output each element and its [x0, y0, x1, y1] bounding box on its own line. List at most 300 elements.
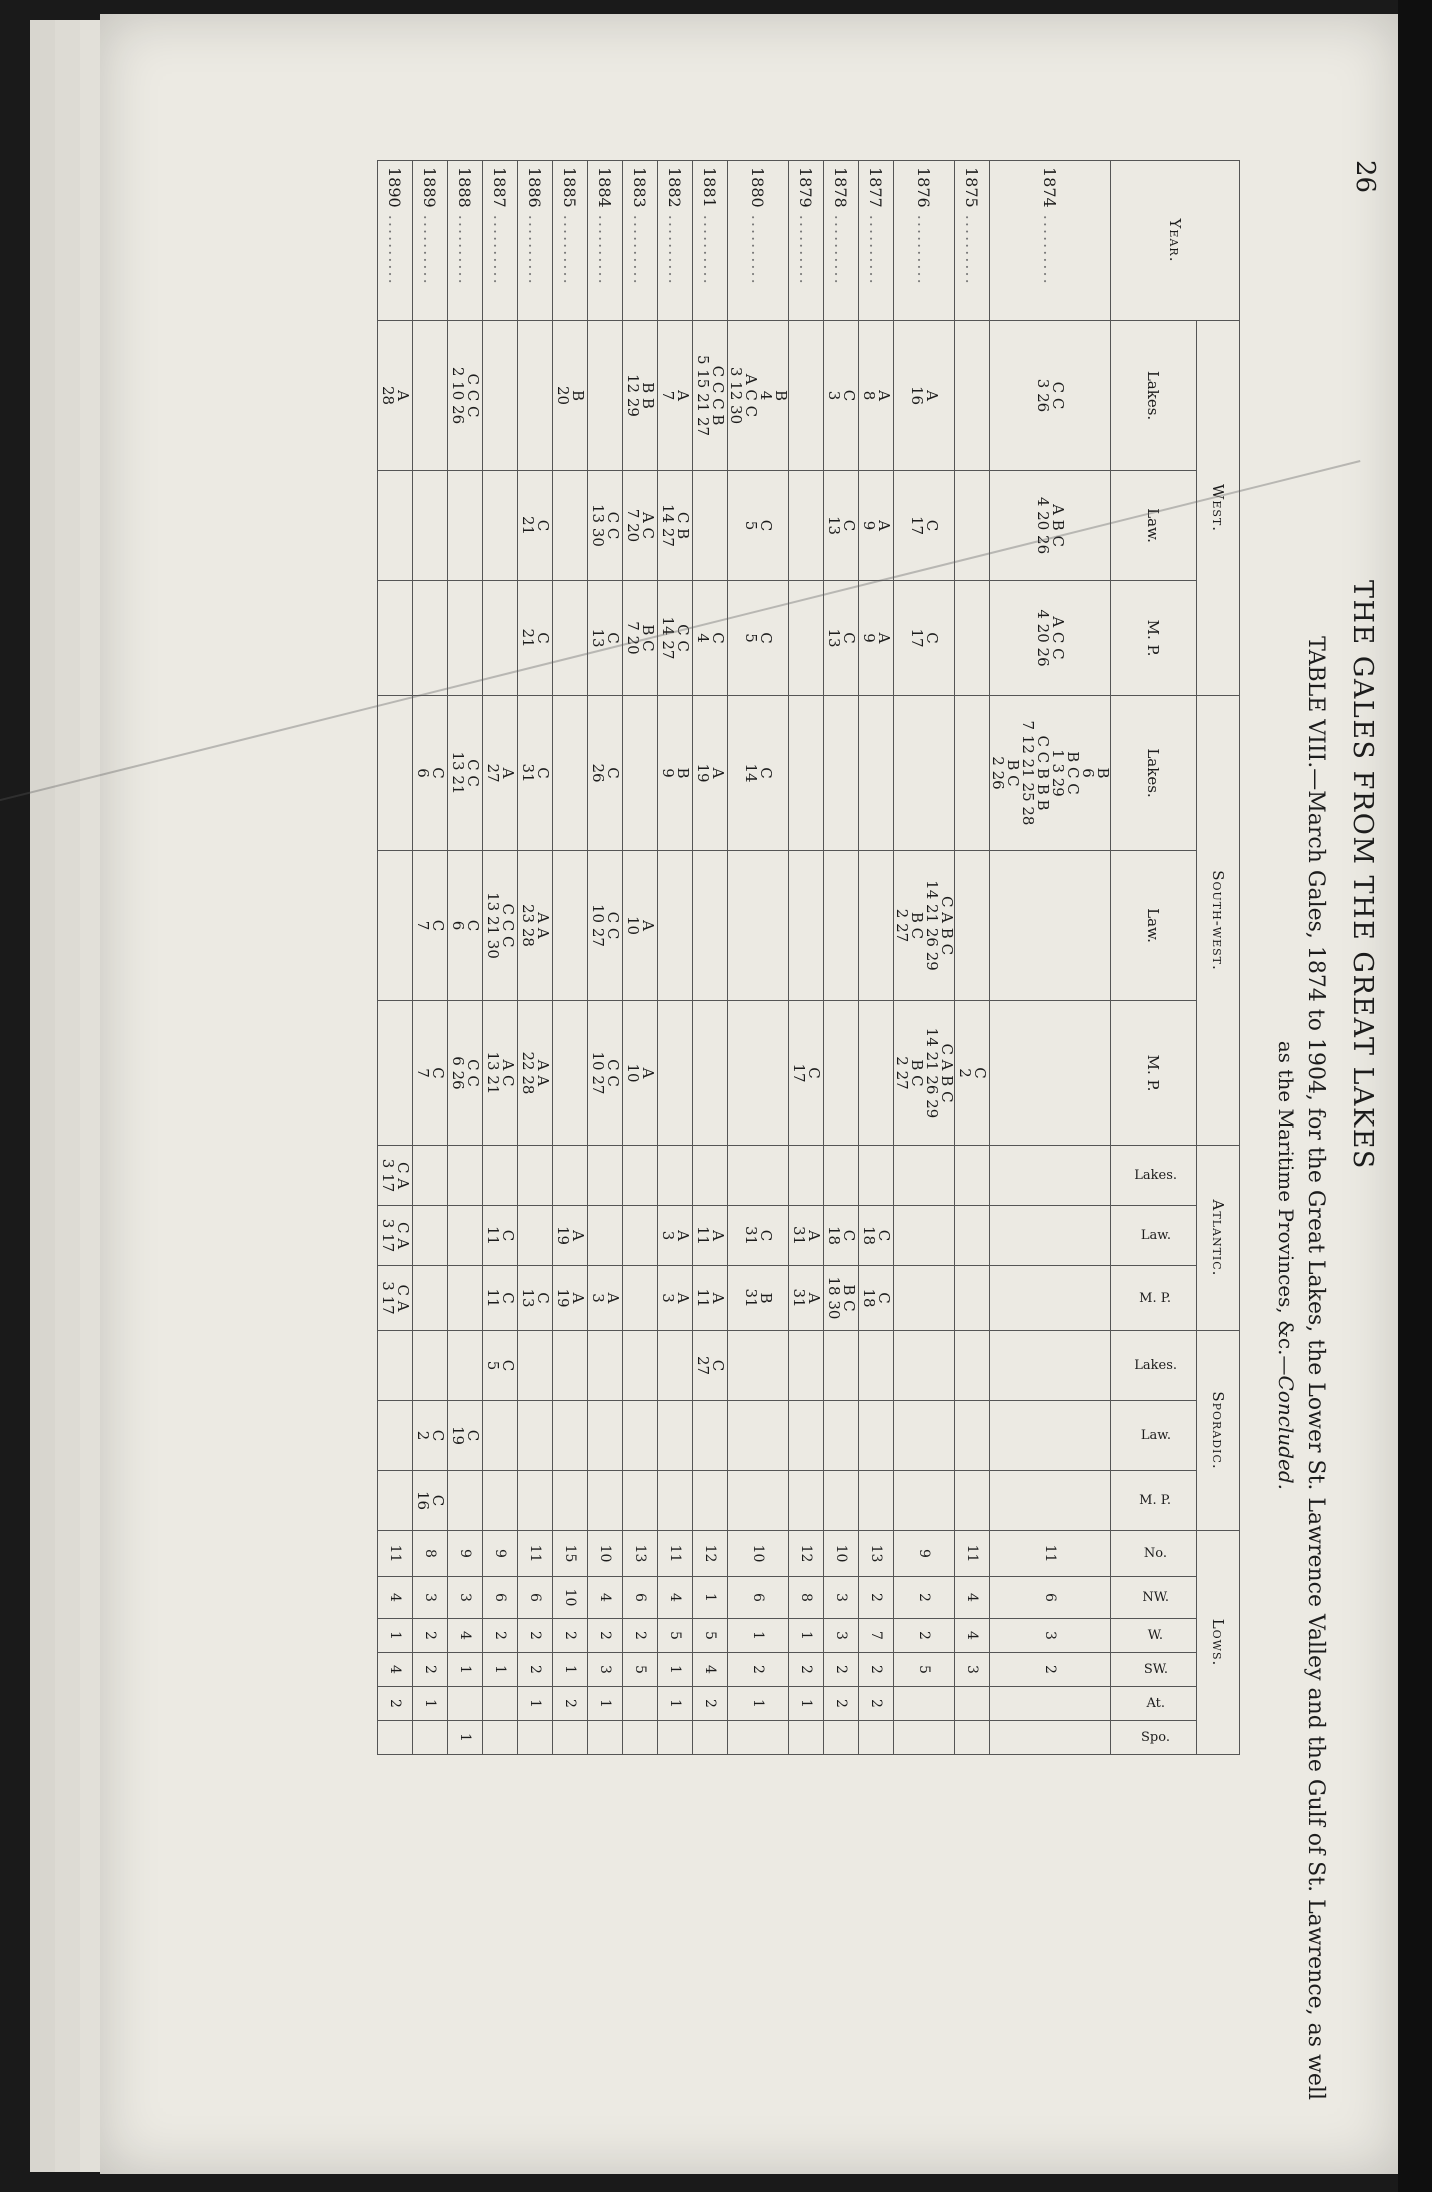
spo-cell	[658, 1721, 693, 1755]
at-mp-header: M. P.	[1111, 1266, 1197, 1331]
at-law-cell	[413, 1206, 448, 1266]
w-lakes-cell	[413, 321, 448, 471]
at-law-cell	[990, 1206, 1111, 1266]
leader-dots: ..........	[748, 207, 768, 286]
at-mp-cell	[448, 1266, 483, 1331]
at-law-cell	[448, 1206, 483, 1266]
leader-dots: ..........	[525, 207, 545, 286]
year-cell	[955, 161, 990, 321]
spo-cell	[693, 1721, 728, 1755]
sp-law-cell	[728, 1401, 789, 1471]
leader-dots: ..........	[420, 207, 440, 286]
lows-w-header: W.	[1111, 1619, 1197, 1653]
sp-mp-cell	[955, 1471, 990, 1531]
sw-mp-cell: A C 13 21	[483, 1001, 518, 1146]
w-cell: 3	[990, 1619, 1111, 1653]
at-cell: 2	[859, 1687, 894, 1721]
at-mp-cell: C A 3 17	[378, 1266, 413, 1331]
w-mp-cell	[553, 581, 588, 696]
sp-law-cell	[789, 1401, 824, 1471]
no-cell: 11	[658, 1531, 693, 1577]
at-mp-cell	[894, 1266, 955, 1331]
w-mp-cell: C 17	[894, 581, 955, 696]
sp-law-cell	[658, 1401, 693, 1471]
sp-law-cell	[859, 1401, 894, 1471]
w-mp-cell: A 9	[859, 581, 894, 696]
year-value: 1875	[962, 167, 982, 208]
w-lakes-cell	[588, 321, 623, 471]
at-lakes-cell	[894, 1146, 955, 1206]
spo-cell	[789, 1721, 824, 1755]
sw-cell: 2	[413, 1653, 448, 1687]
leader-dots: ..........	[560, 207, 580, 286]
table-row	[588, 161, 623, 1755]
sw-mp-cell	[658, 1001, 693, 1146]
sw-law-cell: C C C 13 21 30	[483, 851, 518, 1001]
year-value: 1886	[525, 167, 545, 208]
at-lakes-cell	[483, 1146, 518, 1206]
spo-cell	[859, 1721, 894, 1755]
at-lakes-cell	[693, 1146, 728, 1206]
w-mp-cell	[413, 581, 448, 696]
sp-mp-cell	[728, 1471, 789, 1531]
year-cell	[824, 161, 859, 321]
year-value: 1885	[560, 167, 580, 208]
table-row	[623, 161, 658, 1755]
table-row	[955, 161, 990, 1755]
sp-lakes-cell	[378, 1331, 413, 1401]
table-row	[518, 161, 553, 1755]
at-cell	[955, 1687, 990, 1721]
sp-mp-cell	[693, 1471, 728, 1531]
sw-mp-header: M. P.	[1111, 1001, 1197, 1146]
at-mp-cell: C 13	[518, 1266, 553, 1331]
sw-law-cell: C 6	[448, 851, 483, 1001]
sw-mp-cell	[824, 1001, 859, 1146]
sw-law-cell: C 7	[413, 851, 448, 1001]
sp-lakes-cell	[658, 1331, 693, 1401]
sp-mp-cell	[553, 1471, 588, 1531]
table-row	[658, 161, 693, 1755]
w-lakes-cell: C C C 2 10 26	[448, 321, 483, 471]
table-row	[448, 161, 483, 1755]
table-title-concluded: Concluded.	[1274, 1375, 1298, 1490]
at-mp-cell: B 31	[728, 1266, 789, 1331]
w-law-cell	[413, 471, 448, 581]
no-cell: 9	[894, 1531, 955, 1577]
w-cell: 5	[693, 1619, 728, 1653]
sw-lakes-cell	[623, 696, 658, 851]
sp-lakes-cell	[588, 1331, 623, 1401]
at-mp-cell: B C 18 30	[824, 1266, 859, 1331]
w-mp-cell	[955, 581, 990, 696]
scan-border	[1398, 0, 1432, 2192]
sw-law-cell: C C 10 27	[588, 851, 623, 1001]
sw-cell: 2	[728, 1653, 789, 1687]
nw-cell: 4	[378, 1577, 413, 1619]
sp-mp-header: M. P.	[1111, 1471, 1197, 1531]
west-header: West.	[1197, 321, 1240, 696]
nw-cell: 4	[658, 1577, 693, 1619]
sw-law-cell	[553, 851, 588, 1001]
at-lakes-cell	[658, 1146, 693, 1206]
sw-cell: 5	[623, 1653, 658, 1687]
year-cell	[588, 161, 623, 321]
at-cell	[990, 1687, 1111, 1721]
year-value: 1878	[831, 167, 851, 208]
at-law-cell	[623, 1206, 658, 1266]
sw-cell: 4	[693, 1653, 728, 1687]
at-mp-cell: A 11	[693, 1266, 728, 1331]
at-cell: 2	[693, 1687, 728, 1721]
w-cell: 2	[413, 1619, 448, 1653]
west-mp-header: M. P.	[1111, 581, 1197, 696]
sp-mp-cell	[623, 1471, 658, 1531]
at-law-cell: C 18	[859, 1206, 894, 1266]
table-title	[1258, 160, 1328, 2140]
sp-law-header: Law.	[1111, 1401, 1197, 1471]
table-row	[728, 161, 789, 1755]
sw-law-cell: C A B C 14 21 26 29 B C 2 27	[894, 851, 955, 1001]
sp-lakes-cell	[990, 1331, 1111, 1401]
w-mp-cell: C 5	[728, 581, 789, 696]
sw-mp-cell	[728, 1001, 789, 1146]
year-cell	[789, 161, 824, 321]
year-cell	[483, 161, 518, 321]
w-lakes-cell: A 16	[894, 321, 955, 471]
west-law-header: Law.	[1111, 471, 1197, 581]
at-mp-cell: A 19	[553, 1266, 588, 1331]
at-lakes-cell	[990, 1146, 1111, 1206]
year-cell	[693, 161, 728, 321]
lows-no-header: No.	[1111, 1531, 1197, 1577]
sp-mp-cell	[789, 1471, 824, 1531]
sw-cell: 1	[483, 1653, 518, 1687]
at-cell: 2	[378, 1687, 413, 1721]
sp-lakes-cell	[553, 1331, 588, 1401]
sp-mp-cell	[588, 1471, 623, 1531]
w-mp-cell: C 4	[693, 581, 728, 696]
w-mp-cell	[378, 581, 413, 696]
spo-cell	[518, 1721, 553, 1755]
sp-lakes-cell	[518, 1331, 553, 1401]
sp-law-cell: C 2	[413, 1401, 448, 1471]
sp-lakes-cell	[413, 1331, 448, 1401]
sw-mp-cell	[990, 1001, 1111, 1146]
sw-cell: 5	[894, 1653, 955, 1687]
at-lakes-cell	[588, 1146, 623, 1206]
table-title-line1: TABLE VIII.—March Gales, 1874 to 1904, for the Great Lakes, the Lower St. Lawrence Valley and the Gulf of St. Lawrence, as well	[1303, 636, 1328, 2100]
year-cell	[728, 161, 789, 321]
at-lakes-cell	[553, 1146, 588, 1206]
no-cell: 9	[483, 1531, 518, 1577]
at-cell	[894, 1687, 955, 1721]
sp-lakes-header: Lakes.	[1111, 1331, 1197, 1401]
w-law-cell: A C 7 20	[623, 471, 658, 581]
sw-lakes-cell: A 27	[483, 696, 518, 851]
at-mp-cell: C 18	[859, 1266, 894, 1331]
table-row	[990, 161, 1111, 1755]
year-cell	[658, 161, 693, 321]
table-row	[553, 161, 588, 1755]
sw-mp-cell: C 2	[955, 1001, 990, 1146]
sp-law-cell	[553, 1401, 588, 1471]
at-lakes-cell	[955, 1146, 990, 1206]
spo-cell	[824, 1721, 859, 1755]
sp-mp-cell	[378, 1471, 413, 1531]
year-cell	[378, 161, 413, 321]
sw-mp-cell	[378, 1001, 413, 1146]
w-law-cell	[693, 471, 728, 581]
w-law-cell: C 5	[728, 471, 789, 581]
w-mp-cell: B C 7 20	[623, 581, 658, 696]
spo-cell	[623, 1721, 658, 1755]
lows-header: Lows.	[1197, 1531, 1240, 1755]
sp-law-cell	[588, 1401, 623, 1471]
sp-law-cell	[955, 1401, 990, 1471]
sp-law-cell	[824, 1401, 859, 1471]
w-lakes-cell: C 3	[824, 321, 859, 471]
sw-law-cell	[693, 851, 728, 1001]
at-law-cell: A 19	[553, 1206, 588, 1266]
sp-mp-cell	[448, 1471, 483, 1531]
w-cell: 5	[658, 1619, 693, 1653]
year-value: 1874	[1040, 167, 1060, 208]
table-title-line2	[1274, 1041, 1298, 1490]
sw-lakes-cell: B 9	[658, 696, 693, 851]
lows-spo-header: Spo.	[1111, 1721, 1197, 1755]
at-mp-cell	[990, 1266, 1111, 1331]
spo-cell	[955, 1721, 990, 1755]
spo-cell	[990, 1721, 1111, 1755]
nw-cell: 6	[728, 1577, 789, 1619]
w-law-cell: C C 13 30	[588, 471, 623, 581]
at-cell: 1	[588, 1687, 623, 1721]
w-lakes-cell: B 20	[553, 321, 588, 471]
at-law-cell: C A 3 17	[378, 1206, 413, 1266]
sp-mp-cell	[658, 1471, 693, 1531]
table-row	[483, 161, 518, 1755]
atlantic-header: Atlantic.	[1197, 1146, 1240, 1331]
w-mp-cell: C C 14 27	[658, 581, 693, 696]
year-value: 1887	[490, 167, 510, 208]
sw-mp-cell: A A 22 28	[518, 1001, 553, 1146]
year-value: 1877	[866, 167, 886, 208]
sw-lakes-cell	[824, 696, 859, 851]
w-cell: 4	[448, 1619, 483, 1653]
w-law-cell: A 9	[859, 471, 894, 581]
sp-law-cell	[693, 1401, 728, 1471]
sw-cell: 2	[824, 1653, 859, 1687]
nw-cell: 6	[518, 1577, 553, 1619]
w-lakes-cell: C C C B 5 15 21 27	[693, 321, 728, 471]
sw-law-cell	[728, 851, 789, 1001]
nw-cell: 8	[789, 1577, 824, 1619]
w-cell: 1	[789, 1619, 824, 1653]
sw-lakes-cell	[789, 696, 824, 851]
w-mp-cell: A C C 4 20 26	[990, 581, 1111, 696]
no-cell: 13	[859, 1531, 894, 1577]
no-cell: 11	[955, 1531, 990, 1577]
table-row	[894, 161, 955, 1755]
at-cell: 1	[518, 1687, 553, 1721]
w-law-cell	[955, 471, 990, 581]
sp-lakes-cell	[894, 1331, 955, 1401]
year-value: 1876	[914, 167, 934, 208]
sw-mp-cell	[859, 1001, 894, 1146]
w-cell: 1	[728, 1619, 789, 1653]
sw-lakes-header: Lakes.	[1111, 696, 1197, 851]
sw-law-header: Law.	[1111, 851, 1197, 1001]
sw-mp-cell: C 17	[789, 1001, 824, 1146]
sw-cell: 1	[553, 1653, 588, 1687]
table-title-line2-text: as the Maritime Provinces, &c.—	[1274, 1040, 1298, 1376]
sp-mp-cell	[894, 1471, 955, 1531]
south-west-header: South-west.	[1197, 696, 1240, 1146]
no-cell: 12	[789, 1531, 824, 1577]
sw-law-cell: A A 23 28	[518, 851, 553, 1001]
sw-cell: 2	[518, 1653, 553, 1687]
leader-dots: ..........	[831, 207, 851, 286]
w-lakes-cell: A 28	[378, 321, 413, 471]
at-mp-cell	[413, 1266, 448, 1331]
gales-table	[377, 160, 1240, 1755]
year-header: Year.	[1111, 161, 1240, 321]
nw-cell: 3	[824, 1577, 859, 1619]
year-cell	[448, 161, 483, 321]
at-cell	[448, 1687, 483, 1721]
spo-cell	[483, 1721, 518, 1755]
leader-dots: ..........	[700, 207, 720, 286]
sp-lakes-cell: C 5	[483, 1331, 518, 1401]
sp-lakes-cell	[955, 1331, 990, 1401]
nw-cell: 3	[448, 1577, 483, 1619]
spo-cell	[588, 1721, 623, 1755]
at-cell: 2	[824, 1687, 859, 1721]
sp-lakes-cell	[623, 1331, 658, 1401]
w-cell: 2	[588, 1619, 623, 1653]
running-head: THE GALES FROM THE GREAT LAKES	[1347, 580, 1378, 1170]
spo-cell	[728, 1721, 789, 1755]
at-lakes-cell	[859, 1146, 894, 1206]
sw-mp-cell: C C 6 26	[448, 1001, 483, 1146]
year-cell	[859, 161, 894, 321]
sw-lakes-cell: C 6	[413, 696, 448, 851]
year-cell	[990, 161, 1111, 321]
at-cell: 1	[413, 1687, 448, 1721]
sp-mp-cell	[483, 1471, 518, 1531]
at-law-header: Law.	[1111, 1206, 1197, 1266]
sw-lakes-cell: C 26	[588, 696, 623, 851]
at-lakes-cell	[789, 1146, 824, 1206]
leader-dots: ..........	[455, 207, 475, 286]
sw-law-cell	[955, 851, 990, 1001]
sp-lakes-cell	[728, 1331, 789, 1401]
sw-mp-cell	[693, 1001, 728, 1146]
at-law-cell	[894, 1206, 955, 1266]
sw-lakes-cell: B 6 B C C 1 3 29 C C B B B 7 12 21 25 28 B C 2 26	[990, 696, 1111, 851]
at-law-cell: C 11	[483, 1206, 518, 1266]
sp-lakes-cell	[789, 1331, 824, 1401]
sp-mp-cell: C 16	[413, 1471, 448, 1531]
year-value: 1889	[420, 167, 440, 208]
leader-dots: ..........	[490, 207, 510, 286]
leader-dots: ..........	[1040, 207, 1060, 286]
leader-dots: ..........	[385, 207, 405, 286]
at-law-cell	[518, 1206, 553, 1266]
sp-law-cell	[623, 1401, 658, 1471]
w-law-cell	[483, 471, 518, 581]
at-mp-cell: C 11	[483, 1266, 518, 1331]
year-value: 1884	[595, 167, 615, 208]
at-law-cell: C 31	[728, 1206, 789, 1266]
w-lakes-cell: A 7	[658, 321, 693, 471]
w-lakes-cell: B B 12 29	[623, 321, 658, 471]
w-law-cell	[789, 471, 824, 581]
sw-mp-cell	[553, 1001, 588, 1146]
w-cell: 3	[824, 1619, 859, 1653]
at-lakes-cell	[728, 1146, 789, 1206]
lows-nw-header: NW.	[1111, 1577, 1197, 1619]
at-mp-cell: A 31	[789, 1266, 824, 1331]
spo-cell	[413, 1721, 448, 1755]
at-mp-cell: A 3	[658, 1266, 693, 1331]
sw-mp-cell: A 10	[623, 1001, 658, 1146]
at-mp-cell: A 3	[588, 1266, 623, 1331]
no-cell: 10	[588, 1531, 623, 1577]
no-cell: 11	[990, 1531, 1111, 1577]
sw-cell: 1	[448, 1653, 483, 1687]
sp-law-cell	[483, 1401, 518, 1471]
nw-cell: 10	[553, 1577, 588, 1619]
sw-mp-cell: C C 10 27	[588, 1001, 623, 1146]
sw-lakes-cell	[378, 696, 413, 851]
sw-law-cell	[658, 851, 693, 1001]
sp-lakes-cell: C 27	[693, 1331, 728, 1401]
gales-table-body	[378, 161, 1111, 1755]
no-cell: 11	[518, 1531, 553, 1577]
at-law-cell: A 3	[658, 1206, 693, 1266]
sp-lakes-cell	[824, 1331, 859, 1401]
sw-cell: 2	[990, 1653, 1111, 1687]
year-cell	[553, 161, 588, 321]
w-lakes-cell	[483, 321, 518, 471]
at-law-cell: C 18	[824, 1206, 859, 1266]
w-lakes-cell	[789, 321, 824, 471]
at-cell	[483, 1687, 518, 1721]
table-row	[824, 161, 859, 1755]
w-lakes-cell: A 8	[859, 321, 894, 471]
no-cell: 11	[378, 1531, 413, 1577]
at-lakes-cell: C A 3 17	[378, 1146, 413, 1206]
w-law-cell: C 13	[824, 471, 859, 581]
table-row	[693, 161, 728, 1755]
at-mp-cell	[623, 1266, 658, 1331]
sp-law-cell	[990, 1401, 1111, 1471]
sw-law-cell	[824, 851, 859, 1001]
year-value: 1883	[630, 167, 650, 208]
sw-lakes-cell	[859, 696, 894, 851]
sw-lakes-cell	[894, 696, 955, 851]
sw-law-cell	[789, 851, 824, 1001]
at-law-cell	[588, 1206, 623, 1266]
at-law-cell	[955, 1206, 990, 1266]
at-cell: 1	[789, 1687, 824, 1721]
lows-at-header: At.	[1111, 1687, 1197, 1721]
leader-dots: ..........	[665, 207, 685, 286]
at-lakes-header: Lakes.	[1111, 1146, 1197, 1206]
sw-cell: 1	[658, 1653, 693, 1687]
